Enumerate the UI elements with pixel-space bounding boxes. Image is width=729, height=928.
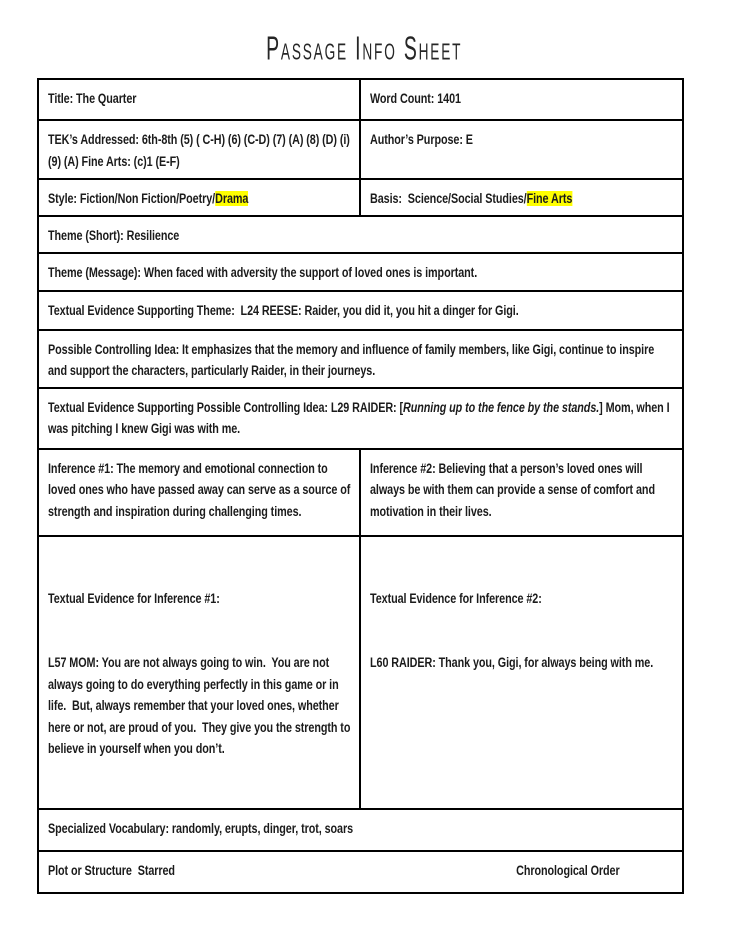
word-count-text: Word Count: 1401 xyxy=(369,91,461,106)
plot-structure-text xyxy=(48,860,674,882)
controlling-idea-cell xyxy=(39,331,682,387)
evidence-inference-2-cell xyxy=(361,537,683,808)
evidence-inference-2-label: Textual Evidence for Inference #2: xyxy=(369,590,542,606)
style-text xyxy=(48,188,351,210)
row-teks-purpose xyxy=(39,121,682,180)
evidence-controlling-idea-text xyxy=(48,397,674,440)
page-title: Passage Info Sheet xyxy=(266,30,463,67)
basis-cell xyxy=(361,180,683,215)
theme-short-text: Theme (Short): Resilience xyxy=(48,227,180,243)
style-highlight: Drama xyxy=(215,191,249,206)
theme-message-cell xyxy=(39,254,682,290)
title-cell xyxy=(39,80,361,119)
evidence-controlling-idea-cell xyxy=(39,389,682,448)
evidence-ci-stage-direction: Running up to the fence by the stands. xyxy=(403,399,600,415)
row-evidence-controlling-idea xyxy=(39,389,682,450)
basis-highlight: Fine Arts xyxy=(526,191,572,206)
evidence-inference-1-text xyxy=(48,545,354,803)
row-plot-structure xyxy=(39,852,682,894)
style-prefix: Style: Fiction/Non Fiction/Poetry/ xyxy=(48,191,216,206)
controlling-idea-text: Possible Controlling Idea: It emphasizes that the memory and influence of family members, like Gigi, continue to inspire and support the characters, particularly Raider, in their journeys. xyxy=(48,341,658,378)
basis-text xyxy=(370,188,675,210)
teks-cell xyxy=(39,121,361,178)
row-vocabulary xyxy=(39,810,682,852)
authors-purpose-text: Author’s Purpose: E xyxy=(369,132,473,147)
inference-2-text: Inference #2: Believing that a person’s loved ones will always be with them can provide a sense of comfort and motivation in their lives. xyxy=(369,460,658,519)
word-count-cell xyxy=(361,80,683,119)
row-controlling-idea xyxy=(39,331,682,389)
theme-short-cell xyxy=(39,217,682,252)
inference-2-cell xyxy=(361,450,683,535)
title-text: Title: The Quarter xyxy=(48,91,137,106)
row-theme-message xyxy=(39,254,682,292)
evidence-inference-1-label: Textual Evidence for Inference #1: xyxy=(48,590,220,606)
vocabulary-cell xyxy=(39,810,682,850)
plot-structure-cell xyxy=(39,852,682,892)
basis-prefix: Basis: Science/Social Studies/ xyxy=(369,191,527,206)
chronological-order-label: Chronological Order xyxy=(516,862,620,878)
row-evidence-inferences xyxy=(39,537,682,810)
teks-text: TEK’s Addressed: 6th-8th (5) ( C-H) (6) (C-D) (7) (A) (8) (D) (i) (9) (A) Fine Arts: (c)1 (E-F) xyxy=(48,132,353,169)
row-theme-short xyxy=(39,217,682,254)
style-cell xyxy=(39,180,361,215)
evidence-inference-2-text xyxy=(370,545,675,717)
evidence-inference-1-cell xyxy=(39,537,361,808)
doc-title-wrap xyxy=(0,0,729,78)
evidence-inference-2-body: L60 RAIDER: Thank you, Gigi, for always being with me. xyxy=(369,655,653,670)
evidence-inference-1-body: L57 MOM: You are not always going to win. You are not always going to do everything perfectly in this game or in life. But, always remember that your loved ones, whether here or not, are proud of you. They give you the strength to believe in yourself when you don’t. xyxy=(48,655,354,756)
row-style-basis xyxy=(39,180,682,217)
row-evidence-theme xyxy=(39,292,682,331)
evidence-ci-suffix: ] Mom, when I was pitching I knew Gigi was with me. xyxy=(48,399,673,436)
authors-purpose-cell xyxy=(361,121,683,178)
vocabulary-text: Specialized Vocabulary: randomly, erupts, dinger, trot, soars xyxy=(48,820,354,836)
evidence-theme-cell xyxy=(39,292,682,329)
plot-structure-label: Plot or Structure Starred xyxy=(48,862,175,878)
theme-message-text: Theme (Message): When faced with adversity the support of loved ones is important. xyxy=(48,264,478,280)
row-title-wordcount xyxy=(39,80,682,121)
passage-info-table xyxy=(37,78,684,894)
evidence-theme-text: Textual Evidence Supporting Theme: L24 REESE: Raider, you did it, you hit a dinger for Gigi. xyxy=(48,302,519,318)
evidence-ci-prefix: Textual Evidence Supporting Possible Controlling Idea: L29 RAIDER: [ xyxy=(48,399,403,415)
row-inferences xyxy=(39,450,682,537)
inference-1-cell xyxy=(39,450,361,535)
inference-1-text: Inference #1: The memory and emotional connection to loved ones who have passed away can serve as a source of strength and inspiration during challenging times. xyxy=(48,460,354,519)
